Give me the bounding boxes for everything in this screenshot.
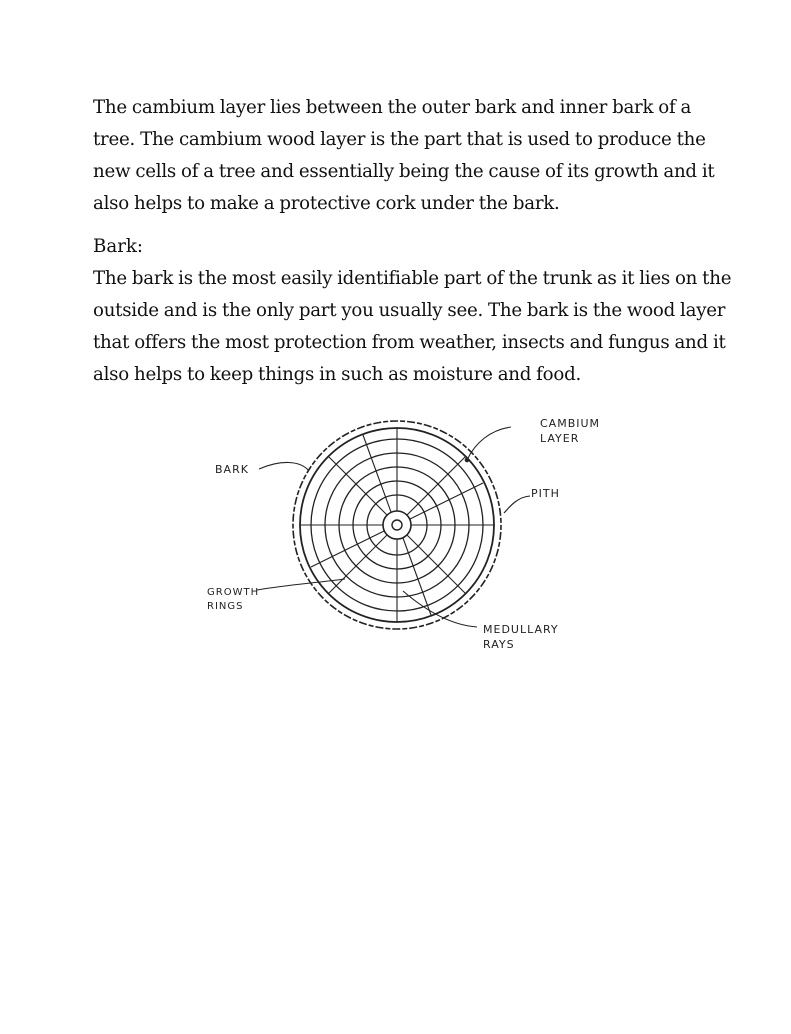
label-bark: BARK [215, 463, 249, 476]
pith-center [392, 520, 402, 530]
heading-bark: Bark: [93, 236, 144, 257]
trunk-cross-section [293, 421, 501, 629]
label-growth-line1: GROWTH [207, 587, 260, 598]
label-medullary-line2: RAYS [483, 638, 515, 651]
paragraph-cambium: The cambium layer lies between the outer bark and inner bark of a tree. The cambium wood layer is the part that is used to produce the new cells of a tree and essentially being the cause of its growth and it also helps to make a protective cork under the bark. [93, 97, 715, 214]
tree-cross-section-diagram [185, 405, 635, 665]
medullary-rays [300, 428, 494, 622]
label-growth-line2: RINGS [207, 601, 244, 612]
pith [383, 511, 411, 539]
label-medullary-line1: MEDULLARY [483, 623, 559, 636]
paragraph-bark: The bark is the most easily identifiable part of the trunk as it lies on the outside and is the only part you usually see. The bark is the wood layer that offers the most protection from weather, insects and fungus and it also helps to keep things in such as moisture and food. [93, 268, 732, 385]
label-cambium-line1: CAMBIUM [540, 417, 601, 430]
label-cambium-line2: LAYER [540, 432, 580, 445]
label-pith: PITH [531, 487, 560, 500]
